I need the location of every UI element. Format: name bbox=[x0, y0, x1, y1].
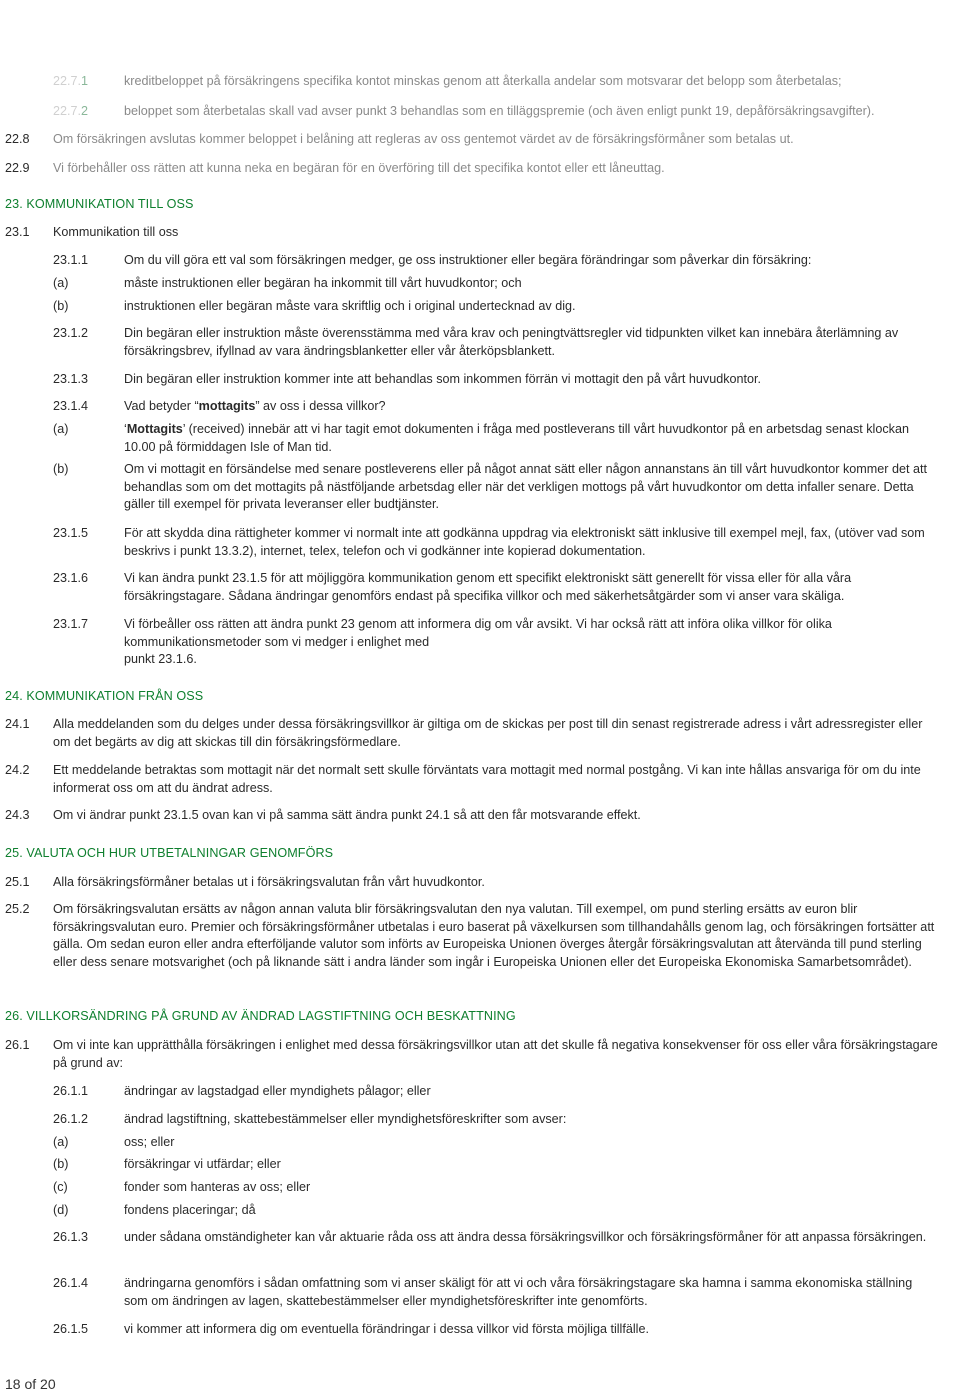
clause-number: 22.7.1 bbox=[53, 74, 89, 88]
clause-number: 23.1.4 bbox=[53, 399, 89, 413]
clause-number: 22.7.2 bbox=[53, 104, 89, 118]
clause-text: ‘Mottagits’ (received) innebär att vi har tagit emot dokumenten i fråga med postleverans till vårt huvudkontor på en arbetsdag senast klockan 10.00 på förmiddagen Isle of Man tid. bbox=[124, 422, 909, 454]
clause-text: försäkringar vi utfärdar; eller bbox=[124, 1157, 281, 1171]
clause-number: 25.1 bbox=[5, 875, 30, 889]
clause-text: Alla försäkringsförmåner betalas ut i försäkringsvalutan från vårt huvudkontor. bbox=[53, 875, 485, 889]
clause-text: Om vi inte kan upprätthålla försäkringen i enlighet med dessa försäkringsvillkor utan att det skulle få negativa konsekvenser för oss eller våra försäkringstagare på grund av: bbox=[53, 1038, 938, 1070]
clause-text: Din begäran eller instruktion kommer inte att behandlas som inkommen förrän vi mottagit den på vårt huvudkontor. bbox=[124, 372, 762, 386]
clause-text: Vad betyder “mottagits” av oss i dessa villkor? bbox=[124, 399, 386, 413]
clause-text: ändrad lagstiftning, skattebestämmelser eller myndighetsföreskrifter som avser: bbox=[124, 1112, 567, 1126]
clause-text: kreditbeloppet på försäkringens specifika kontot minskas genom att återkalla andelar som motsvarar det belopp som återbetalas; bbox=[124, 74, 842, 88]
clause-text: Kommunikation till oss bbox=[53, 225, 179, 239]
clause-number: (a) bbox=[53, 422, 69, 436]
clause-number: 23.1.3 bbox=[53, 372, 89, 386]
clause-text: oss; eller bbox=[124, 1135, 175, 1149]
clause-number: 26.1 bbox=[5, 1038, 30, 1052]
page-number: 18 of 20 bbox=[5, 1376, 56, 1392]
clause-text: vi kommer att informera dig om eventuella förändringar i dessa villkor vid första möjliga tillfälle. bbox=[124, 1322, 649, 1336]
clause-text: ändringar av lagstadgad eller myndighets pålagor; eller bbox=[124, 1084, 431, 1098]
clause-text: Om vi mottagit en försändelse med senare postleverens eller på något annat sätt eller någon annanstans än till vårt huvudkontor kommer det att behandlas som om det mottagits på nästföljande arbetsdag eller när det verkligen mottogs på vårt huvudkontor om detta infaller senare. Detta gäller till exempel för privata leveranser eller budtjänster. bbox=[124, 462, 927, 511]
clause-number: 24.1 bbox=[5, 717, 30, 731]
clause-text: Vi kan ändra punkt 23.1.5 för att möjliggöra kommunikation genom ett specifikt elektroniskt sätt generellt för vissa eller för alla våra försäkringstagare. Sådana ändringar genomförs endast på specifika villkor och med säkerhetsåtgärder som vi anser vara skäliga. bbox=[124, 571, 852, 603]
clause-text: Om försäkringsvalutan ersätts av någon annan valuta blir försäkringsvalutan den nya valutan. Till exempel, om pund sterling ersätts av euron blir försäkringsvalutan euro. Premier och försäkringsförmåner utbetalas i euro baserat på växelkursen som tillhandahålls genom lag, och försäkringen fortsätter att gälla. Om sedan euron eller andra efterföljande valutor som införts av Europeiska Unionen överges återgår försäkringsvalutan att återvända till pund sterling eller dess senare motsvarighet (och på liknande sätt i andra länder som ingår i Europeiska Unionen eller det Europeiska Ekonomiska Samarbetsområdet). bbox=[53, 902, 935, 969]
clause-number: 26.1.4 bbox=[53, 1276, 89, 1290]
clause-text: Ett meddelande betraktas som mottagit när det normalt sett skulle förväntats vara mottagit med normal postgång. Vi kan inte hållas ansvariga för om du inte informerat oss om att du ändrat adress. bbox=[53, 763, 921, 795]
clause-text: beloppet som återbetalas skall vad avser punkt 3 behandlas som en tilläggspremie (och även enligt punkt 19, depåförsäkringsavgifter). bbox=[124, 104, 875, 118]
clause-number: 25.2 bbox=[5, 902, 30, 916]
clause-number: 24.3 bbox=[5, 808, 30, 822]
clause-number: (d) bbox=[53, 1203, 69, 1217]
clause-number: (a) bbox=[53, 1135, 69, 1149]
clause-text: ändringarna genomförs i sådan omfattning som vi anser skäligt för att vi och våra försäkringstagare ska hamna i samma ekonomiska ställning som om ändringen av lagen, skattebestämmelser eller myndighetsföreskrifter inte genomförts. bbox=[124, 1276, 913, 1308]
section-heading-23: 23. KOMMUNIKATION TILL OSS bbox=[5, 197, 194, 211]
clause-number: (c) bbox=[53, 1180, 68, 1194]
section-heading-26: 26. VILLKORSÄNDRING PÅ GRUND AV ÄNDRAD LAGSTIFTNING OCH BESKATTNING bbox=[5, 1009, 516, 1023]
clause-text: För att skydda dina rättigheter kommer vi normalt inte att godkänna uppdrag via elektroniskt sätt inklusive till exempel mejl, fax, (utöver vad som beskrivs i punkt 13.3.2), internet, telex, telefon och vi godkänner inte kopierad dokumentation. bbox=[124, 526, 925, 558]
clause-number: 22.9 bbox=[5, 161, 30, 175]
clause-number: 26.1.5 bbox=[53, 1322, 89, 1336]
clause-number: 23.1.1 bbox=[53, 253, 89, 267]
clause-number: 26.1.3 bbox=[53, 1230, 89, 1244]
clause-text: Din begäran eller instruktion måste överensstämma med våra krav och peningtvättsregler vid tidpunkten vilket kan innebära återlämning av försäkringsbrev, ifyllnad av vara ändringsblanketter eller vår återköpsblankett. bbox=[124, 326, 899, 358]
clause-number: (b) bbox=[53, 462, 69, 476]
clause-text: instruktionen eller begäran måste vara skriftlig och i original undertecknad av dig. bbox=[124, 299, 576, 313]
clause-number: 23.1.7 bbox=[53, 617, 89, 631]
clause-number: (b) bbox=[53, 1157, 69, 1171]
clause-text: Om du vill göra ett val som försäkringen medger, ge oss instruktioner eller begära förändringar som påverkar din försäkring: bbox=[124, 253, 812, 267]
clause-number: 22.8 bbox=[5, 132, 30, 146]
clause-number: (a) bbox=[53, 276, 69, 290]
clause-text: Alla meddelanden som du delges under dessa försäkringsvillkor är giltiga om de skickas per post till din senast registrerade adress i vårt adressregister eller om det begärts av dig att skickas till din försäkringsförmedlare. bbox=[53, 717, 923, 749]
clause-number: 26.1.1 bbox=[53, 1084, 89, 1098]
clause-number: 23.1.6 bbox=[53, 571, 89, 585]
clause-text: fonder som hanteras av oss; eller bbox=[124, 1180, 311, 1194]
clause-number: 23.1.5 bbox=[53, 526, 89, 540]
clause-text: Om vi ändrar punkt 23.1.5 ovan kan vi på samma sätt ändra punkt 24.1 så att den får motsvarande effekt. bbox=[53, 808, 641, 822]
clause-number: (b) bbox=[53, 299, 69, 313]
clause-text: fondens placeringar; då bbox=[124, 1203, 256, 1217]
clause-text: Vi förbehåller oss rätten att kunna neka en begäran för en överföring till det specifika kontot eller ett låneuttag. bbox=[53, 161, 665, 175]
clause-text: Vi förbeåller oss rätten att ändra punkt 23 genom att informera dig om vår avsikt. Vi har också rätt att införa olika villkor för olika kommunikationsmetoder som vi medger i enlighet med punkt 23.1.6. bbox=[124, 617, 832, 666]
clause-number: 24.2 bbox=[5, 763, 30, 777]
section-heading-24: 24. KOMMUNIKATION FRÅN OSS bbox=[5, 689, 204, 703]
section-heading-25: 25. VALUTA OCH HUR UTBETALNINGAR GENOMFÖRS bbox=[5, 846, 334, 860]
clause-number: 23.1 bbox=[5, 225, 30, 239]
clause-number: 23.1.2 bbox=[53, 326, 89, 340]
clause-text: under sådana omständigheter kan vår aktuarie råda oss att ändra dessa försäkringsvillkor och försäkringsförmåner för att anpassa försäkringen. bbox=[124, 1230, 927, 1244]
clause-text: Om försäkringen avslutas kommer beloppet i belåning att regleras av oss gentemot värdet av de försäkringsförmåner som betalas ut. bbox=[53, 132, 794, 146]
clause-text: måste instruktionen eller begäran ha inkommit till vårt huvudkontor; och bbox=[124, 276, 522, 290]
clause-number: 26.1.2 bbox=[53, 1112, 89, 1126]
